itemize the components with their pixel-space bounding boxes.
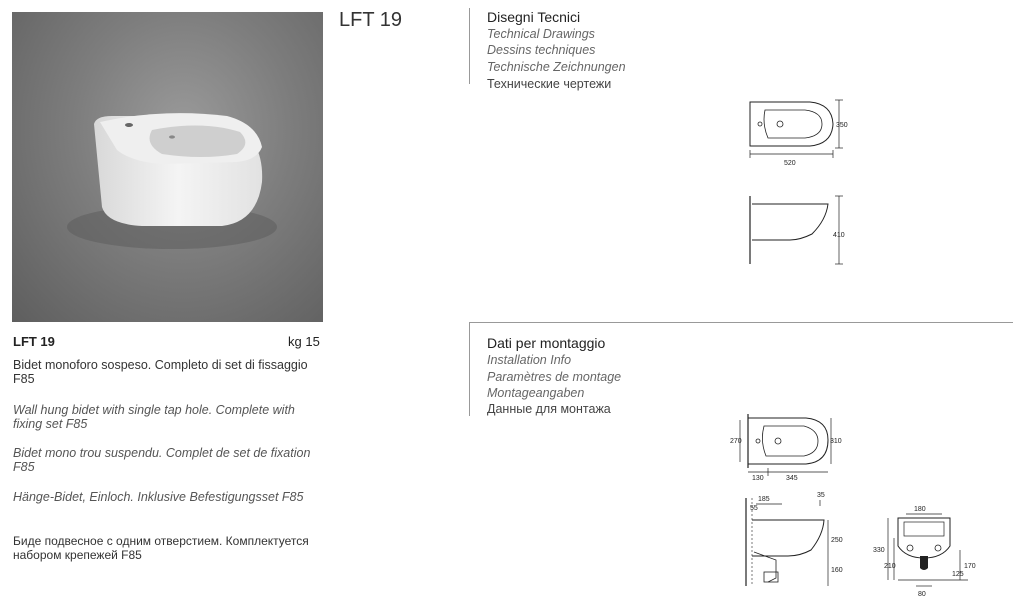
section-rule-installation xyxy=(469,322,1013,323)
dim-inst-k: 170 xyxy=(964,563,976,570)
product-code: LFT 19 xyxy=(13,334,55,349)
dim-inst-i: 330 xyxy=(873,547,885,554)
technical-title: Disegni Tecnici xyxy=(487,9,581,25)
section-divider-installation xyxy=(469,322,470,416)
dim-inst-a: 130 xyxy=(752,475,764,482)
technical-title-fr: Dessins techniques xyxy=(487,43,596,57)
technical-drawing xyxy=(740,92,870,272)
description-fr: Bidet mono trou suspendu. Complet de set de fixation F85 xyxy=(13,446,311,474)
installation-drawing xyxy=(728,410,1010,602)
dim-depth: 350 xyxy=(836,122,848,129)
installation-title: Dati per montaggio xyxy=(487,335,606,351)
page-title: LFT 19 xyxy=(339,9,402,31)
technical-title-en: Technical Drawings xyxy=(487,27,595,41)
description-en: Wall hung bidet with single tap hole. Complete with fixing set F85 xyxy=(13,403,295,431)
dim-inst-m: 80 xyxy=(918,591,926,598)
dim-inst-e: 55 xyxy=(750,505,758,512)
dim-height: 410 xyxy=(833,232,845,239)
section-divider-technical xyxy=(469,8,470,84)
installation-title-fr: Paramètres de montage xyxy=(487,370,622,384)
dim-inst-f: 250 xyxy=(831,537,843,544)
description-de: Hänge-Bidet, Einloch. Inklusive Befestigungsset F85 xyxy=(13,490,304,504)
installation-title-de: Montageangaben xyxy=(487,386,585,400)
product-weight: kg 15 xyxy=(288,334,320,349)
dim-width: 520 xyxy=(784,160,796,167)
installation-title-ru: Данные для монтажа xyxy=(487,402,611,416)
installation-title-en: Installation Info xyxy=(487,353,572,367)
dim-inst-l: 125 xyxy=(952,571,964,578)
dim-inst-left: 270 xyxy=(730,438,742,445)
description-it: Bidet monoforo sospeso. Completo di set di fissaggio F85 xyxy=(13,358,308,386)
dim-inst-c: 185 xyxy=(758,496,770,503)
dim-inst-right: 310 xyxy=(830,438,842,445)
description-ru: Биде подвесное с одним отверстием. Комплектуется набором крепежей F85 xyxy=(13,534,309,562)
technical-title-ru: Технические чертежи xyxy=(487,77,612,91)
dim-inst-d: 35 xyxy=(817,492,825,499)
dim-inst-g: 160 xyxy=(831,567,843,574)
product-photo xyxy=(12,12,323,322)
dim-inst-b: 345 xyxy=(786,475,798,482)
technical-title-de: Technische Zeichnungen xyxy=(487,60,626,74)
dim-inst-j: 210 xyxy=(884,563,896,570)
dim-inst-h: 180 xyxy=(914,506,926,513)
